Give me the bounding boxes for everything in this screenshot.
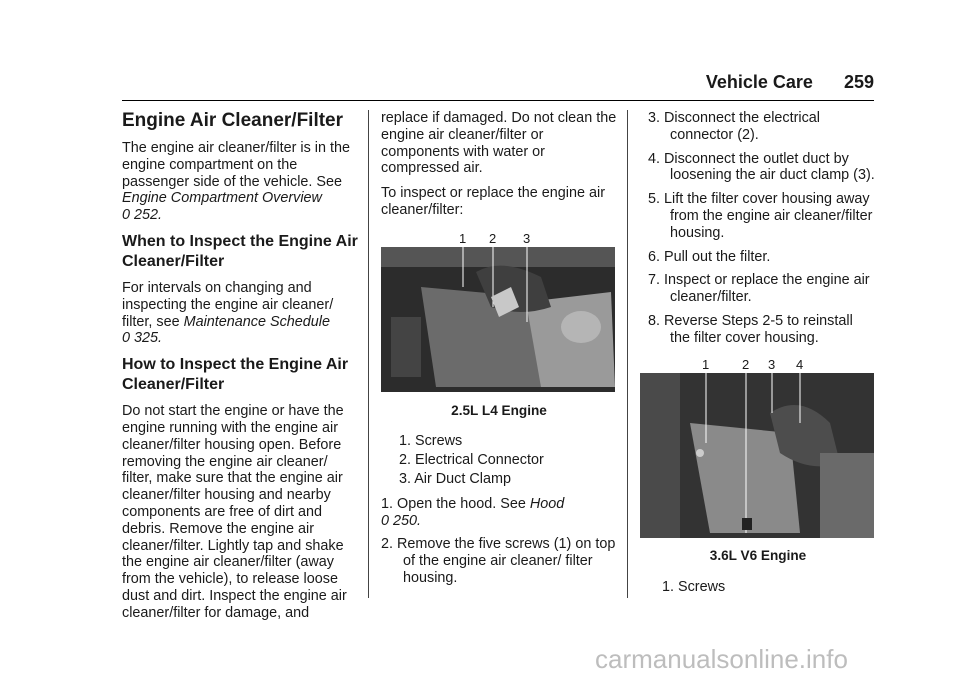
column-2 (381, 110, 617, 595)
maintenance-schedule-link[interactable]: Maintenance Schedule (183, 313, 331, 330)
callout-3: 3 (768, 356, 776, 372)
engine-figure-v6 (640, 356, 876, 543)
header-rule (122, 100, 874, 101)
step-4: 4. Disconnect the outlet duct by loosening the air duct clamp (3). (648, 150, 875, 184)
figure-caption-v6: 3.6L V6 Engine (709, 548, 807, 564)
page-number: 259 (843, 72, 874, 92)
engine-bay-photo-l4 (381, 247, 615, 392)
callout-2: 2 (489, 230, 497, 246)
column-1 (122, 110, 358, 630)
callout-1: 1 (459, 230, 467, 246)
callout-3: 3 (523, 230, 531, 246)
watermark-text: carmanualsonline.info (595, 644, 848, 674)
step-7: 7. Inspect or replace the engine air cleaner/filter. (648, 272, 870, 306)
steps-list-part1 (381, 496, 617, 587)
steps-list-part2 (648, 110, 876, 347)
figure-caption-l4: 2.5L L4 Engine (451, 402, 547, 418)
when-heading: When to Inspect the Engine Air Cleaner/Filter (122, 232, 358, 270)
legend-item: 1. Screws (399, 433, 463, 450)
legend-item: 2. Electrical Connector (399, 452, 544, 469)
step-1-text: 1. Open the hood. See (381, 495, 526, 512)
engine-compartment-link[interactable]: Engine Compartment Overview (122, 190, 322, 207)
step-2: 2. Remove the five screws (1) on top of the engine air cleaner/ filter housing. (381, 536, 616, 586)
step-1 (381, 496, 617, 530)
section-title: Vehicle Care (705, 72, 813, 92)
continued-paragraph: replace if damaged. Do not clean the engine air cleaner/filter or components with water or compressed air. (381, 110, 617, 177)
hood-page-ref[interactable]: 0 250. (381, 512, 422, 529)
engine-bay-photo-v6 (640, 373, 874, 538)
section-heading: Engine Air Cleaner/Filter (122, 110, 344, 131)
column-3 (640, 110, 876, 604)
column-divider (368, 110, 369, 598)
maintenance-schedule-page-ref[interactable]: 0 325. (122, 330, 163, 347)
when-paragraph (122, 280, 358, 347)
step-6: 6. Pull out the filter. (648, 248, 771, 265)
legend-item: 3. Air Duct Clamp (399, 470, 511, 487)
step-3: 3. Disconnect the electrical connector (2). (648, 110, 820, 143)
intro-text: The engine air cleaner/filter is in the engine compartment on the passenger side of the vehicle. See (122, 140, 350, 190)
callout-2: 2 (742, 356, 750, 372)
how-heading: How to Inspect the Engine Air Cleaner/Filter (122, 356, 349, 394)
step-8: 8. Reverse Steps 2-5 to reinstall the filter cover housing. (648, 312, 853, 346)
legend-list-l4 (381, 433, 617, 487)
intro-paragraph (122, 140, 358, 224)
legend-list-v6 (640, 579, 876, 596)
engine-compartment-page-ref[interactable]: 0 252. (122, 207, 163, 224)
legend-item: 1. Screws (662, 579, 726, 596)
how-paragraph: Do not start the engine or have the engine running with the engine air cleaner/filter housing open. Before removing the engine air cleaner/ filter, make sure that the engine air cleaner/filter housing and nearby components are free of dirt and debris. Remove the engine air cleaner/filter. Lightly tap and shake the engine air cleaner/filter (away from the vehicle), to release loose dust and dirt. Inspect the engine air cleaner/filter for damage, and (122, 403, 347, 621)
inspect-intro: To inspect or replace the engine air cleaner/filter: (381, 185, 605, 218)
page-header (706, 72, 874, 93)
callout-1: 1 (702, 356, 710, 372)
engine-figure-l4 (381, 230, 617, 397)
when-text: For intervals on changing and inspecting the engine air cleaner/ filter, see (122, 279, 334, 330)
callout-4: 4 (796, 356, 804, 372)
step-5: 5. Lift the filter cover housing away from the engine air cleaner/filter housing. (648, 191, 873, 241)
column-divider (627, 110, 628, 598)
hood-link[interactable]: Hood (529, 495, 565, 512)
